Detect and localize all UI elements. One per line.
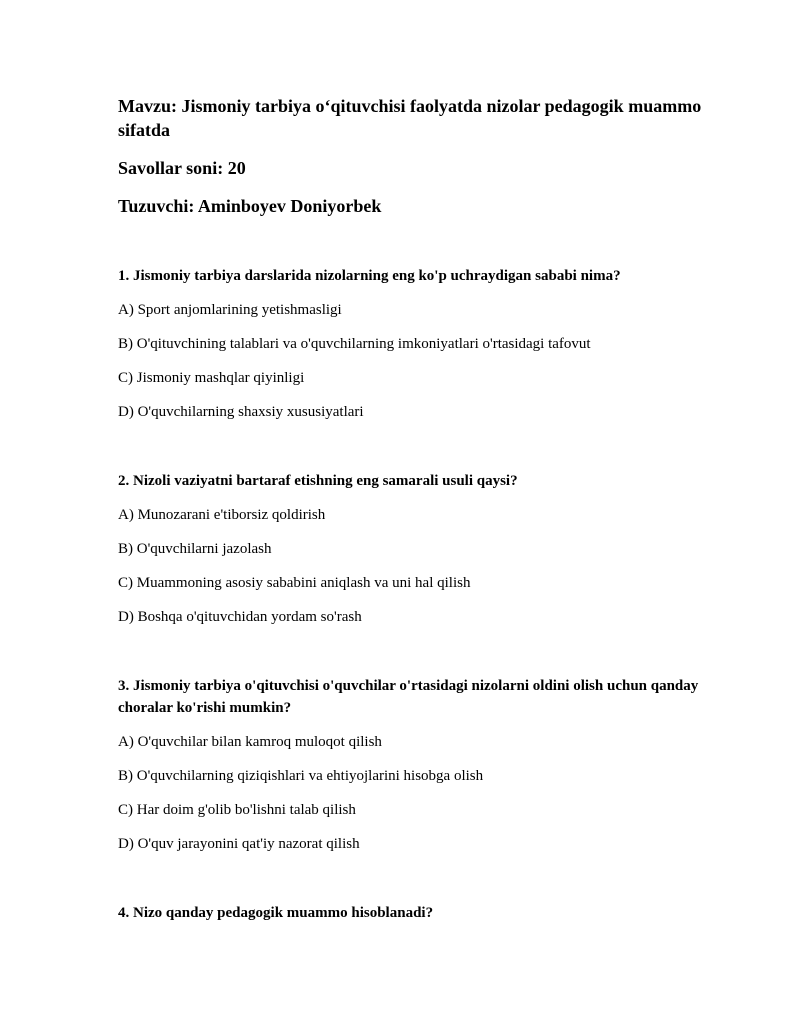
question-1 [118, 265, 718, 423]
question-text: 3. Jismoniy tarbiya o'qituvchisi o'quvchilar o'rtasidagi nizolarni oldini olish uchun qanday choralar ko'rishi mumkin? [118, 678, 699, 716]
answer-option-c: C) Jismoniy mashqlar qiyinligi [118, 370, 305, 386]
answer-option-b: B) O'qituvchining talablari va o'quvchilarning imkoniyatlari o'rtasidagi tafovut [118, 336, 591, 352]
answer-option-a: A) O'quvchilar bilan kamroq muloqot qilish [118, 734, 382, 750]
answer-option-c: C) Har doim g'olib bo'lishni talab qilish [118, 802, 356, 818]
answer-option-a: A) Sport anjomlarining yetishmasligi [118, 302, 342, 318]
question-3 [118, 675, 718, 855]
document-title: Mavzu: Jismoniy tarbiya o‘qituvchisi faolyatda nizolar pedagogik muammo sifatda [118, 96, 702, 140]
author-line: Tuzuvchi: Aminboyev Doniyorbek [118, 196, 382, 216]
answer-option-b: B) O'quvchilarni jazolash [118, 541, 272, 557]
answer-option-a: A) Munozarani e'tiborsiz qoldirish [118, 507, 326, 523]
question-2 [118, 470, 718, 628]
question-count: Savollar soni: 20 [118, 158, 246, 178]
answer-option-d: D) O'quv jarayonini qat'iy nazorat qilish [118, 836, 360, 852]
question-text: 1. Jismoniy tarbiya darslarida nizolarning eng ko'p uchraydigan sababi nima? [118, 268, 621, 284]
question-4 [118, 902, 718, 924]
answer-option-d: D) O'quvchilarning shaxsiy xususiyatlari [118, 404, 364, 420]
answer-option-b: B) O'quvchilarning qiziqishlari va ehtiyojlarini hisobga olish [118, 768, 484, 784]
question-text: 2. Nizoli vaziyatni bartaraf etishning eng samarali usuli qaysi? [118, 473, 518, 489]
question-text: 4. Nizo qanday pedagogik muammo hisoblanadi? [118, 905, 434, 921]
document-page [118, 94, 718, 936]
answer-option-c: C) Muammoning asosiy sababini aniqlash va uni hal qilish [118, 575, 471, 591]
answer-option-d: D) Boshqa o'qituvchidan yordam so'rash [118, 609, 362, 625]
